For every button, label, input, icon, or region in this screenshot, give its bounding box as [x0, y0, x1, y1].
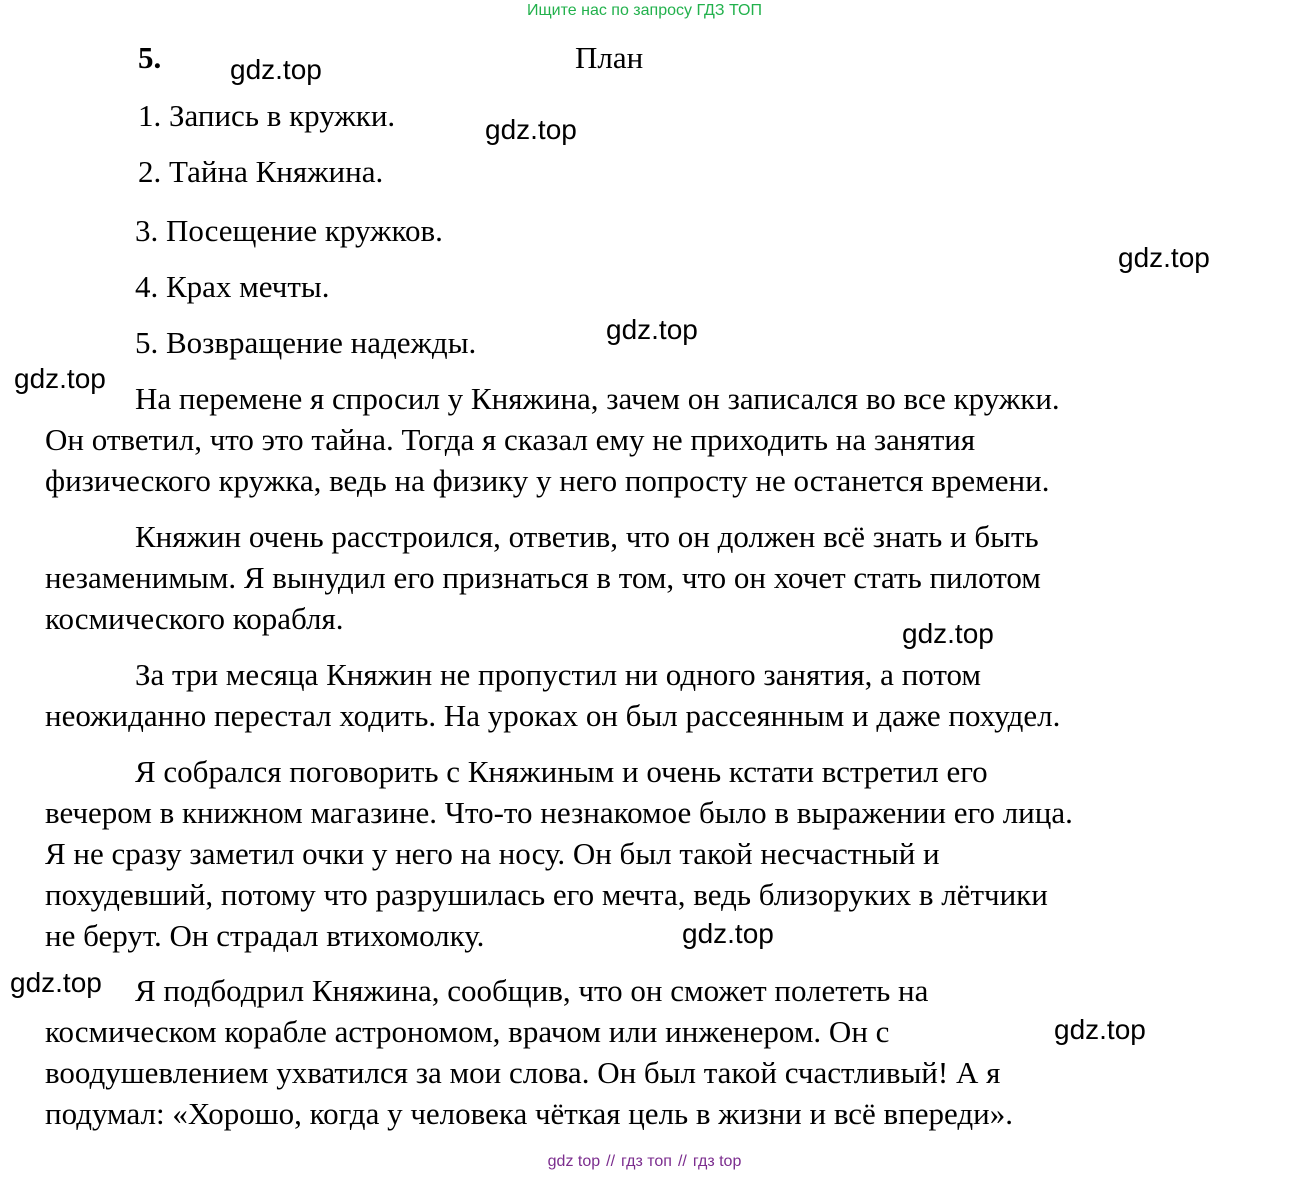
paragraph [45, 378, 1245, 501]
watermark: gdz.top [682, 918, 774, 949]
footer-link[interactable]: гдз топ [621, 1153, 672, 1170]
paragraph-line: Я подбодрил Княжина, сообщив, что он сможет полететь на [135, 973, 929, 1008]
paragraph-line: не берут. Он страдал втихомолку. [45, 918, 485, 953]
paragraph-line: подумал: «Хорошо, когда у человека чёткая цель в жизни и всё впереди». [45, 1096, 1014, 1131]
paragraph [45, 751, 1245, 956]
paragraph [45, 654, 1245, 736]
paragraph-line: воодушевлением ухватился за мои слова. Он был такой счастливый! А я [45, 1055, 1001, 1090]
watermark: gdz.top [14, 363, 106, 394]
watermark: gdz.top [606, 314, 698, 345]
plan-item: 4. Крах мечты. [135, 269, 330, 304]
watermark: gdz.top [1054, 1014, 1146, 1045]
top-banner-link[interactable]: Ищите нас по запросу ГДЗ ТОП [527, 2, 762, 19]
footer-separator: // [677, 1153, 687, 1170]
paragraph [45, 516, 1245, 639]
paragraph-line: незаменимым. Я вынудил его признаться в том, что он хочет стать пилотом [45, 560, 1041, 595]
footer-separator: // [606, 1153, 616, 1170]
watermark: gdz.top [10, 967, 102, 998]
paragraph-line: неожиданно перестал ходить. На уроках он был рассеянным и даже похудел. [45, 698, 1061, 733]
paragraph-line: похудевший, потому что разрушилась его мечта, ведь близоруких в лётчики [45, 877, 1048, 912]
paragraph-line: За три месяца Княжин не пропустил ни одного занятия, а потом [135, 657, 982, 692]
paragraph-line: Княжин очень расстроился, ответив, что он должен всё знать и быть [135, 519, 1039, 554]
paragraph-line: Я не сразу заметил очки у него на носу. Он был такой несчастный и [45, 836, 940, 871]
paragraph-line: вечером в книжном магазине. Что-то незнакомое было в выражении его лица. [45, 795, 1073, 830]
plan-item: 5. Возвращение надежды. [135, 325, 477, 360]
watermark: gdz.top [1118, 242, 1210, 273]
watermark: gdz.top [230, 54, 322, 85]
paragraph-line: На перемене я спросил у Княжина, зачем он записался во все кружки. [135, 381, 1060, 416]
plan-item: 3. Посещение кружков. [135, 213, 443, 248]
paragraph [45, 970, 1245, 1134]
plan-item: 2. Тайна Княжина. [138, 154, 384, 189]
footer-links [0, 1153, 1289, 1171]
paragraph-line: Я собрался поговорить с Княжиным и очень кстати встретил его [135, 754, 988, 789]
plan-title: План [575, 40, 644, 75]
plan-item: 1. Запись в кружки. [138, 98, 396, 133]
paragraph-line: космического корабля. [45, 601, 344, 636]
footer-link[interactable]: gdz top [547, 1153, 601, 1170]
paragraph-line: физического кружка, ведь на физику у него попросту не останется времени. [45, 463, 1050, 498]
paragraph-line: космическом корабле астрономом, врачом или инженером. Он с [45, 1014, 890, 1049]
watermark: gdz.top [485, 114, 577, 145]
exercise-number: 5. [138, 40, 162, 75]
watermark: gdz.top [902, 618, 994, 649]
paragraph-line: Он ответил, что это тайна. Тогда я сказал ему не приходить на занятия [45, 422, 976, 457]
footer-link[interactable]: гдз top [692, 1153, 742, 1170]
